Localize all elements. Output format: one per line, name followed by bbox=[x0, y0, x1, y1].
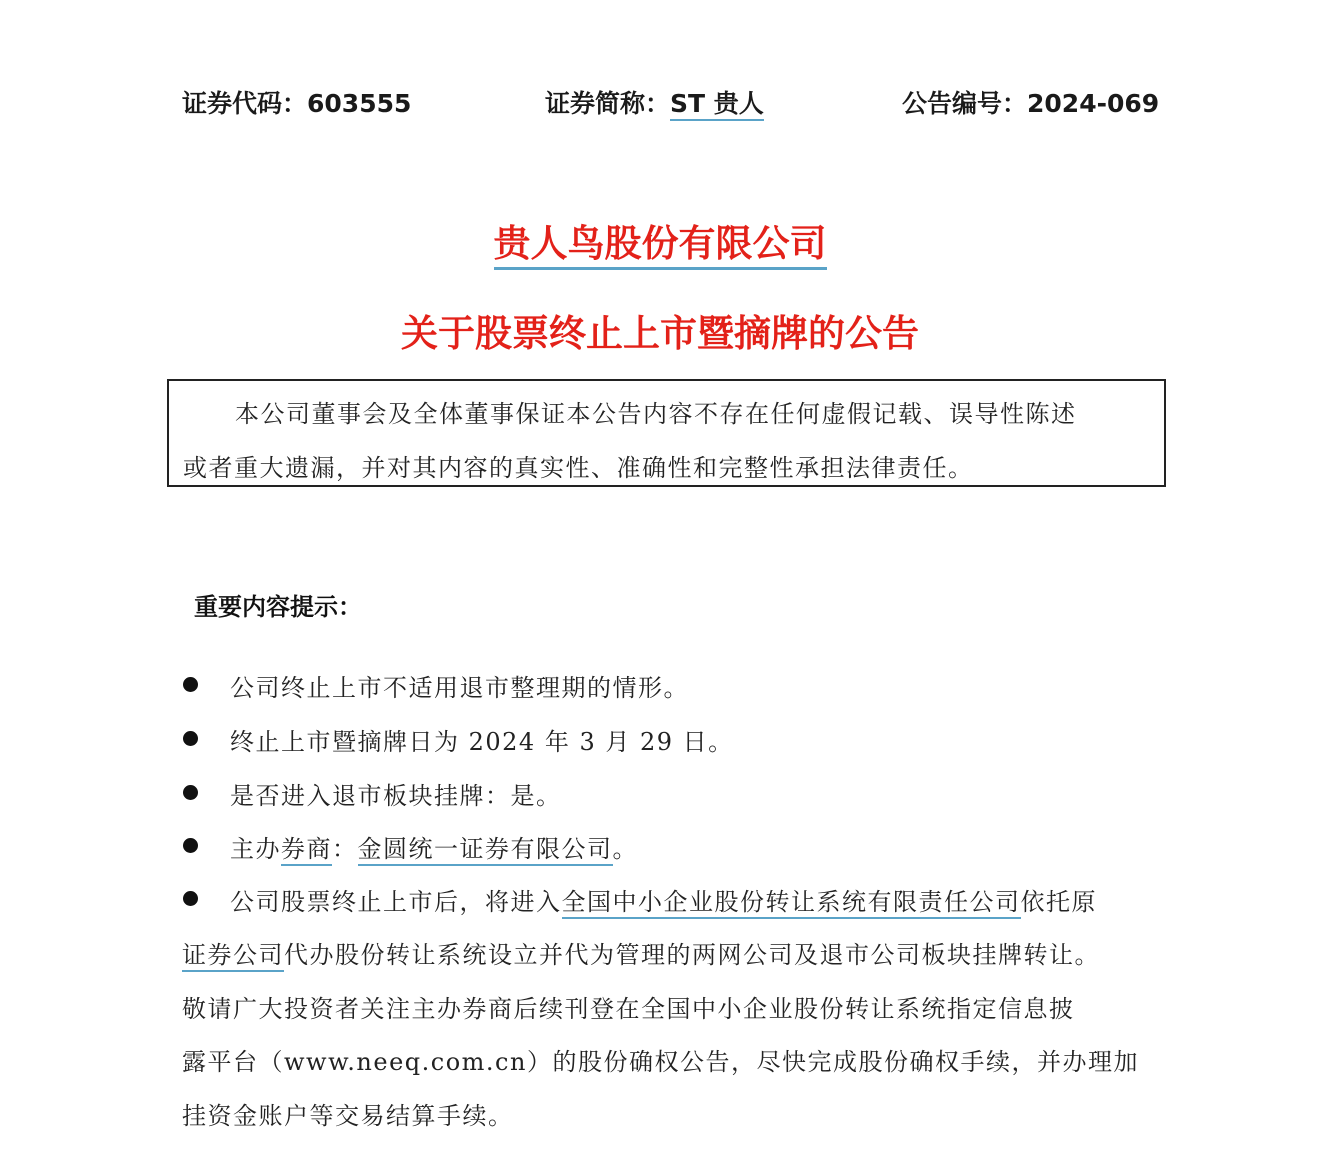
sponsor-colon: ： bbox=[332, 835, 358, 863]
bullet-item-3: 是否进入退市板块挂牌：是。 bbox=[230, 782, 562, 810]
continuation-line-2: 敬请广大投资者关注主办券商后续刊登在全国中小企业股份转让系统指定信息披 bbox=[182, 995, 1075, 1023]
board-statement-box bbox=[167, 379, 1166, 487]
security-code-label: 证券代码： bbox=[182, 89, 308, 118]
bullet-dot-icon bbox=[183, 891, 198, 906]
continuation-line-1 bbox=[182, 935, 1100, 970]
company-title bbox=[0, 213, 1320, 267]
security-name-link[interactable]: ST 贵人 bbox=[670, 89, 764, 121]
security-short-name bbox=[545, 84, 764, 120]
sponsor-prefix: 主办 bbox=[230, 835, 281, 863]
announcement-number-value: 2024-069 bbox=[1027, 89, 1160, 118]
announcement-subject: 关于股票终止上市暨摘牌的公告 bbox=[401, 312, 919, 355]
continuation-line-1-text: 代办股份转让系统设立并代为管理的两网公司及退市公司板块挂牌转让。 bbox=[284, 941, 1100, 969]
broker-link[interactable]: 券商 bbox=[281, 835, 332, 866]
security-code-value: 603555 bbox=[307, 89, 412, 118]
transfer-prefix: 公司股票终止上市后，将进入 bbox=[230, 888, 562, 916]
transfer-suffix: 依托原 bbox=[1020, 888, 1097, 916]
sponsor-broker-link[interactable]: 金圆统一证券有限公司 bbox=[358, 835, 613, 866]
section-heading: 重要内容提示： bbox=[194, 593, 362, 621]
securities-company-link[interactable]: 证券公司 bbox=[182, 941, 284, 972]
security-name-label: 证券简称： bbox=[545, 89, 671, 118]
bullet-item-1: 公司终止上市不适用退市整理期的情形。 bbox=[230, 674, 689, 702]
bullet-item-5 bbox=[230, 882, 1097, 917]
statement-line-1: 本公司董事会及全体董事保证本公告内容不存在任何虚假记载、误导性陈述 bbox=[235, 400, 1077, 428]
announcement-header bbox=[0, 84, 1320, 124]
bullet-dot-icon bbox=[183, 677, 198, 692]
announcement-number-label: 公告编号： bbox=[902, 89, 1028, 118]
continuation-line-3: 露平台（www.neeq.com.cn）的股份确权公告，尽快完成股份确权手续，并办理加 bbox=[182, 1048, 1139, 1076]
statement-line-2: 或者重大遗漏，并对其内容的真实性、准确性和完整性承担法律责任。 bbox=[183, 454, 974, 482]
security-code bbox=[182, 84, 411, 120]
neeq-company-link[interactable]: 全国中小企业股份转让系统有限责任公司 bbox=[562, 888, 1021, 919]
bullet-dot-icon bbox=[183, 731, 198, 746]
bullet-dot-icon bbox=[183, 785, 198, 800]
sponsor-suffix: 。 bbox=[612, 835, 638, 863]
company-title-link[interactable]: 贵人鸟股份有限公司 bbox=[494, 222, 827, 270]
bullet-item-2: 终止上市暨摘牌日为 2024 年 3 月 29 日。 bbox=[230, 728, 734, 756]
announcement-number bbox=[902, 84, 1159, 120]
bullet-item-4 bbox=[230, 829, 638, 864]
continuation-line-4: 挂资金账户等交易结算手续。 bbox=[182, 1102, 514, 1130]
bullet-dot-icon bbox=[183, 838, 198, 853]
